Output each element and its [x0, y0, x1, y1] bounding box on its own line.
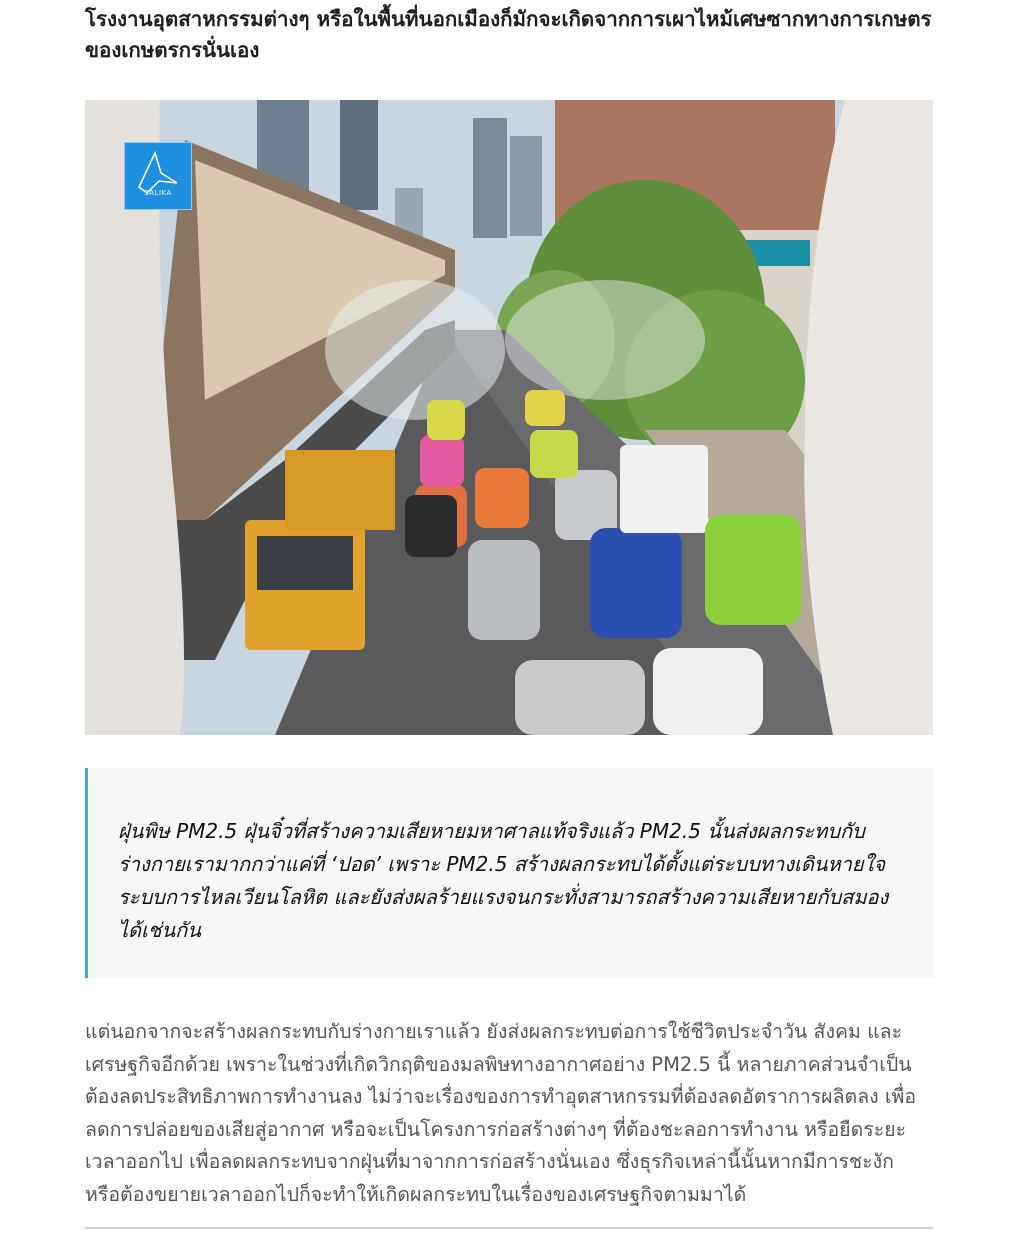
lead-paragraph: โรงงานอุตสาหกรรมต่างๆ หรือในพื้นที่นอกเมืองก็มักจะเกิดจากการเผาไหม้เศษซากทางการเกษตรของเกษตรกรนั่นเอง: [85, 7, 932, 62]
brand-logo: [124, 142, 192, 210]
street-scene-illustration: [85, 100, 933, 735]
blockquote: [85, 768, 933, 978]
logo-text: SALIKA: [144, 189, 172, 197]
divider: [85, 1227, 933, 1229]
article-photo: [85, 100, 933, 735]
bird-logo-icon: [125, 143, 191, 209]
blockquote-text: ฝุ่นพิษ PM2.5 ฝุ่นจิ๋วที่สร้างความเสียหายมหาศาลแท้จริงแล้ว PM2.5 นั้นส่งผลกระทบกับร่างกายเรามากกว่าแค่ที่ ‘ปอด’ เพราะ PM2.5 สร้างผลกระทบได้ตั้งแต่ระบบทางเดินหายใจ ระบบการไหลเวียนโลหิต และยังส่งผลร้ายแรงจนกระทั่งสามารถสร้างความเสียหายกับสมองได้เช่นกัน: [118, 819, 889, 942]
body-paragraph: แต่นอกจากจะสร้างผลกระทบกับร่างกายเราแล้ว ยังส่งผลกระทบต่อการใช้ชีวิตประจำวัน สังคม และเศรษฐกิจอีกด้วย เพราะในช่วงที่เกิดวิกฤติของมลพิษทางอากาศอย่าง PM2.5 นี้ หลายภาคส่วนจำเป็นต้องลดประสิทธิภาพการทำงานลง ไม่ว่าจะเรื่องของการทำอุตสาหกรรมที่ต้องลดอัตราการผลิตลง เพื่อลดการปล่อยของเสียสู่อากาศ หรือจะเป็นโครงการก่อสร้างต่างๆ ที่ต้องชะลอการทำงาน หรือยืดระยะเวลาออกไป เพื่อลดผลกระทบจากฝุ่นที่มาจากการก่อสร้างนั่นเอง ซึ่งธุรกิจเหล่านี้นั้นหากมีการชะงัก หรือต้องขยายเวลาออกไปก็จะทำให้เกิดผลกระทบในเรื่องของเศรษฐกิจตามมาได้: [85, 1020, 917, 1206]
